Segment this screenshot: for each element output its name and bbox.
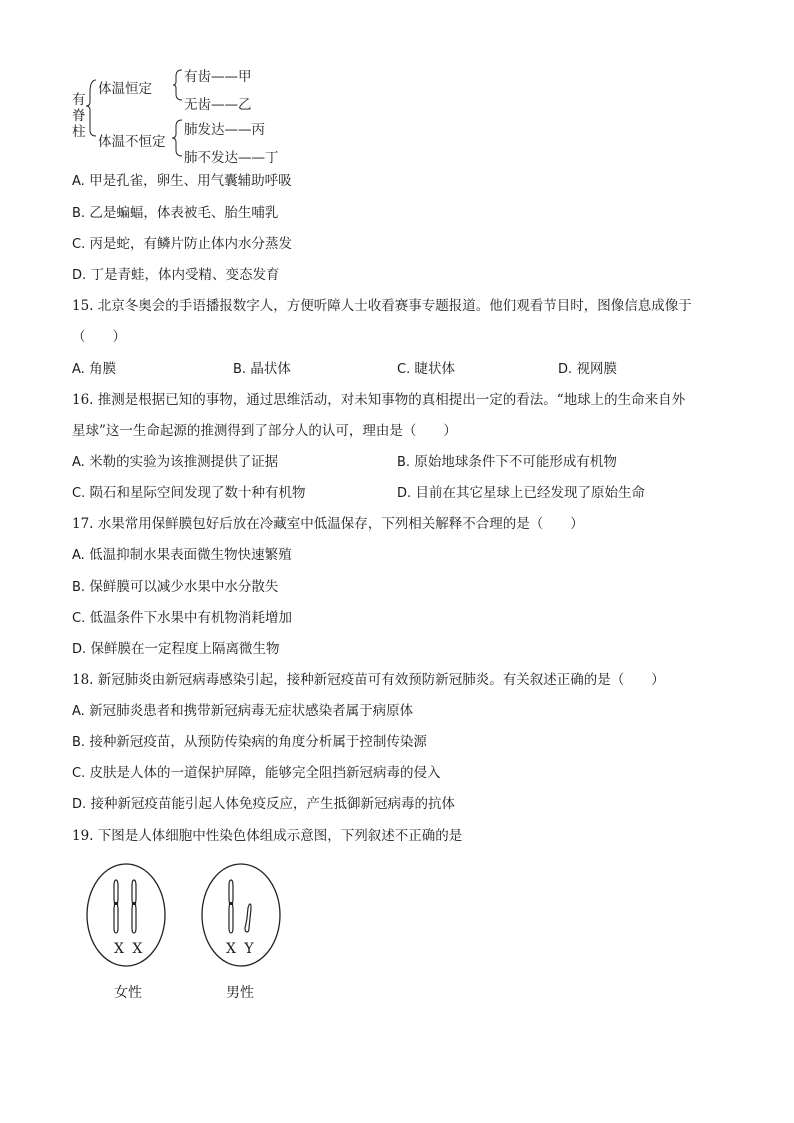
root-char-2: 脊 — [72, 108, 86, 124]
brace-lines-lower — [168, 118, 184, 160]
female-label: 女性 — [114, 985, 142, 1001]
q18-option-d: D. 接种新冠疫苗能引起人体免疫反应，产生抵御新冠病毒的抗体 — [72, 796, 455, 812]
q16-option-a: A. 米勒的实验为该推测提供了证据 — [72, 454, 279, 470]
female-chromosome-labels: X X — [114, 941, 145, 957]
q16-stem: 16. 推测是根据已知的事物，通过思维活动，对未知事物的真相提出一定的看法。“地球上的生命来自外 — [72, 392, 686, 408]
q18-option-b: B. 接种新冠疫苗，从预防传染病的角度分析属于控制传染源 — [72, 734, 427, 750]
q14-option-c: C. 丙是蛇，有鳞片防止体内水分蒸发 — [72, 236, 293, 252]
q16-option-b: B. 原始地球条件下不可能形成有机物 — [397, 454, 617, 470]
leaf-3: 肺发达——丙 — [184, 122, 265, 138]
root-char-1: 有 — [72, 92, 86, 108]
q16-stem-cont: 星球”这一生命起源的推测得到了部分人的认可，理由是（ ） — [72, 423, 457, 439]
q16-option-d: D. 目前在其它星球上已经发现了原始生命 — [397, 485, 645, 501]
q16-option-c: C. 陨石和星际空间发现了数十种有机物 — [72, 485, 306, 501]
q17-option-a: A. 低温抑制水果表面微生物快速繁殖 — [72, 547, 292, 563]
q14-option-b: B. 乙是蝙蝠，体表被毛、胎生哺乳 — [72, 205, 279, 221]
q15-option-d: D. 视网膜 — [558, 361, 617, 377]
q17-option-b: B. 保鲜膜可以减少水果中水分散失 — [72, 579, 279, 595]
q15-option-b: B. 晶状体 — [233, 361, 291, 377]
male-label: 男性 — [226, 985, 254, 1001]
q14-option-a: A. 甲是孔雀，卵生、用气囊辅助呼吸 — [72, 173, 292, 189]
q15-stem-cont: （ ） — [72, 329, 126, 345]
branch-warm: 体温恒定 — [98, 81, 152, 97]
q15-option-c: C. 睫状体 — [397, 361, 456, 377]
male-chromosome-labels: X Y — [226, 941, 256, 957]
leaf-4: 肺不发达——丁 — [184, 150, 279, 166]
q15-stem: 15. 北京冬奥会的手语播报数字人，方便听障人士收看赛事专题报道。他们观看节目时，图像信息成像于 — [72, 298, 692, 314]
q18-option-a: A. 新冠肺炎患者和携带新冠病毒无症状感染者属于病原体 — [72, 703, 414, 719]
branch-cold: 体温不恒定 — [98, 134, 166, 150]
root-char-3: 柱 — [72, 124, 86, 140]
q15-option-a: A. 角膜 — [72, 361, 117, 377]
q14-option-d: D. 丁是青蛙，体内受精、变态发育 — [72, 267, 280, 283]
leaf-2: 无齿——乙 — [184, 97, 252, 113]
q19-stem: 19. 下图是人体细胞中性染色体组成示意图，下列叙述不正确的是 — [72, 828, 463, 844]
q18-stem: 18. 新冠肺炎由新冠病毒感染引起，接种新冠疫苗可有效预防新冠肺炎。有关叙述正确的是（ ） — [72, 672, 665, 688]
q17-option-d: D. 保鲜膜在一定程度上隔离微生物 — [72, 641, 280, 657]
q18-option-c: C. 皮肤是人体的一道保护屏障，能够完全阻挡新冠病毒的侵入 — [72, 765, 441, 781]
q17-option-c: C. 低温条件下水果中有机物消耗增加 — [72, 610, 293, 626]
q17-stem: 17. 水果常用保鲜膜包好后放在冷藏室中低温保存，下列相关解释不合理的是（ ） — [72, 516, 584, 532]
leaf-1: 有齿——甲 — [184, 69, 252, 85]
